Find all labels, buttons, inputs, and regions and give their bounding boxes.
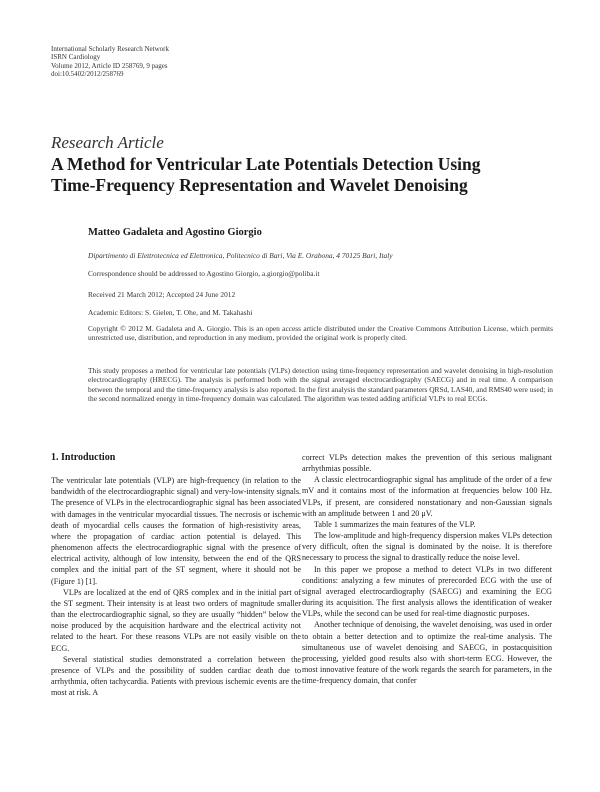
title-line-2: Time-Frequency Representation and Wavelet Denoising [51, 175, 468, 195]
paragraph: Another technique of denoising, the wavelet denoising, was used in order to obtain a better detection and to optimize the real-time analysis. The simultaneous use of wavelet denoising and SAECG, in postacquisition processing, yielded good results also with short-term ECG. However, the most innovative feature of the work regards the search for parameters, in the time-frequency domain, that confer [302, 620, 552, 686]
correspondence: Correspondence should be addressed to Agostino Giorgio, a.giorgio@poliba.it [88, 269, 320, 278]
paragraph: VLPs are localized at the end of QRS complex and in the initial part of the ST segment. Their intensity is at least two orders of magnitude smaller than the electrocardiographic signal, so they are usually “hidden” below the noise produced by the acquisition hardware and the electrical activity not related to the heart. For these reasons VLPs are not easily visible on the ECG. [51, 587, 301, 653]
paragraph: In this paper we propose a method to detect VLPs in two different conditions: analyzing a few minutes of prerecorded ECG with the use of signal averaged electrocardiography (SAECG) and examining the ECG during its acquisition. The first analysis allows the identification of weaker VLPs, while the second can be used for real-time diagnostic purposes. [302, 564, 552, 619]
paragraph: Several statistical studies demonstrated a correlation between the presence of VLPs and the possibility of sudden cardiac death due to arrhythmia, often tachycardia. Patients with previous ischemic events are the most at risk. A [51, 654, 301, 698]
paragraph: Table 1 summarizes the main features of the VLP. [314, 519, 476, 529]
abstract: This study proposes a method for ventricular late potentials (VLPs) detection using time-frequency representation and wavelet denoising in high-resolution electrocardiography (HRECG). The analysis is performed both with the signal averaged electrocardiography (SAECG) and in real time. A comparison between the temporal and the time-frequency analysis is also reported. In the first analysis the standard parameters QRSd, LAS40, and RMS40 were used; in the second normalized energy in time-frequency domain was calculated. The algorithm was tested adding artificial VLPs to real ECGs. [88, 366, 553, 404]
subjournal-name: ISRN Cardiology [51, 53, 101, 62]
doi: doi:10.5402/2012/258769 [51, 70, 124, 79]
journal-masthead [51, 45, 169, 79]
right-column [302, 452, 552, 686]
received-accepted-dates: Received 21 March 2012; Accepted 24 June 2012 [88, 290, 236, 299]
copyright-notice: Copyright © 2012 M. Gadaleta and A. Giorgio. This is an open access article distributed under the Creative Commons Attribution License, which permits unrestricted use, distribution, and reproduction in any medium, provided the original work is properly cited. [88, 324, 553, 343]
volume-info: Volume 2012, Article ID 258769, 9 pages [51, 61, 168, 70]
paper-title [51, 154, 551, 196]
article-type: Research Article [51, 133, 164, 152]
journal-name: International Scholarly Research Network [51, 45, 169, 53]
affiliation: Dipartimento di Elettrotecnica ed Elettronica, Politecnico di Bari, Via E. Orabona, 4 70125 Bari, Italy [88, 251, 393, 260]
paragraph: The low-amplitude and high-frequency dispersion makes VLPs detection very difficult, often the signal is dominated by the noise. It is therefore necessary to process the signal to drastically reduce the noise level. [302, 531, 552, 563]
paragraph: The ventricular late potentials (VLP) are high-frequency (in relation to the bandwidth of the electrocardiographic signal) and very-low-intensity signals. The presence of VLPs in the electrocardiographic signal has been associated with damages in the ventricular myocardial tissues. The necrosis or ischemic death of myocardial cells causes the formation of high-resistivity areas, where the propagation of cardiac action potential is delayed. This phenomenon affects the electrocardiographic signal with the presence of electrical activity, although of low intensity, between the end of the QRS complex and the initial part of the ST segment, where it should not be (Figure 1) [1]. [51, 476, 301, 586]
section-heading-introduction: 1. Introduction [51, 452, 116, 463]
paragraph: A classic electrocardiographic signal has amplitude of the order of a few mV and it contains most of the information at frequencies below 100 Hz. VLPs, if present, are considered nonstationary and non-Gaussian signals with an amplitude between 1 and 20 μV. [302, 475, 552, 518]
paragraph: correct VLPs detection makes the prevention of this serious malignant arrhythmias possible. [302, 453, 552, 474]
academic-editors: Academic Editors: S. Gielen, T. Ohe, and M. Takahashi [88, 308, 253, 317]
left-column [51, 452, 301, 698]
authors: Matteo Gadaleta and Agostino Giorgio [88, 227, 262, 238]
title-line-1: A Method for Ventricular Late Potentials Detection Using [51, 154, 481, 174]
